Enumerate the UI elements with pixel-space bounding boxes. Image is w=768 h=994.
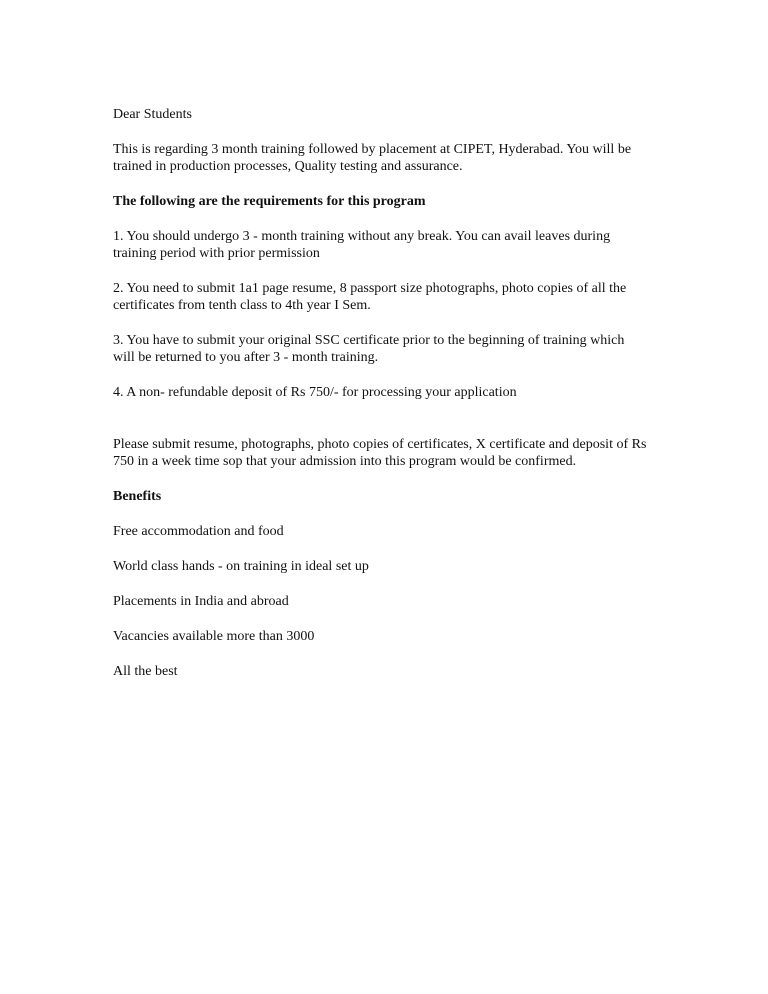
closing-line: All the best	[113, 664, 178, 679]
intro-paragraph: This is regarding 3 month training followed by placement at CIPET, Hyderabad. You will be trained in production processes, Quality testing and assurance.	[113, 142, 632, 174]
submission-paragraph: Please submit resume, photographs, photo copies of certificates, X certificate and deposit of Rs 750 in a week time sop that your admission into this program would be confirmed.	[113, 437, 647, 469]
requirement-item-3: 3. You have to submit your original SSC certificate prior to the beginning of training which will be returned to you after 3 - month training.	[113, 333, 625, 365]
requirement-item-2: 2. You need to submit 1a1 page resume, 8 passport size photographs, photo copies of all the certificates from tenth class to 4th year I Sem.	[113, 281, 627, 313]
benefit-item: World class hands - on training in ideal set up	[113, 559, 369, 574]
salutation: Dear Students	[113, 107, 192, 122]
requirements-heading: The following are the requirements for this program	[113, 194, 426, 209]
benefit-item: Free accommodation and food	[113, 524, 284, 539]
requirement-item-1: 1. You should undergo 3 - month training without any break. You can avail leaves during training period with prior permission	[113, 229, 611, 261]
benefit-item: Vacancies available more than 3000	[113, 629, 315, 644]
benefits-heading: Benefits	[113, 489, 162, 504]
requirement-item-4: 4. A non- refundable deposit of Rs 750/- for processing your application	[113, 385, 517, 400]
benefit-item: Placements in India and abroad	[113, 594, 289, 609]
document-body	[113, 106, 648, 698]
